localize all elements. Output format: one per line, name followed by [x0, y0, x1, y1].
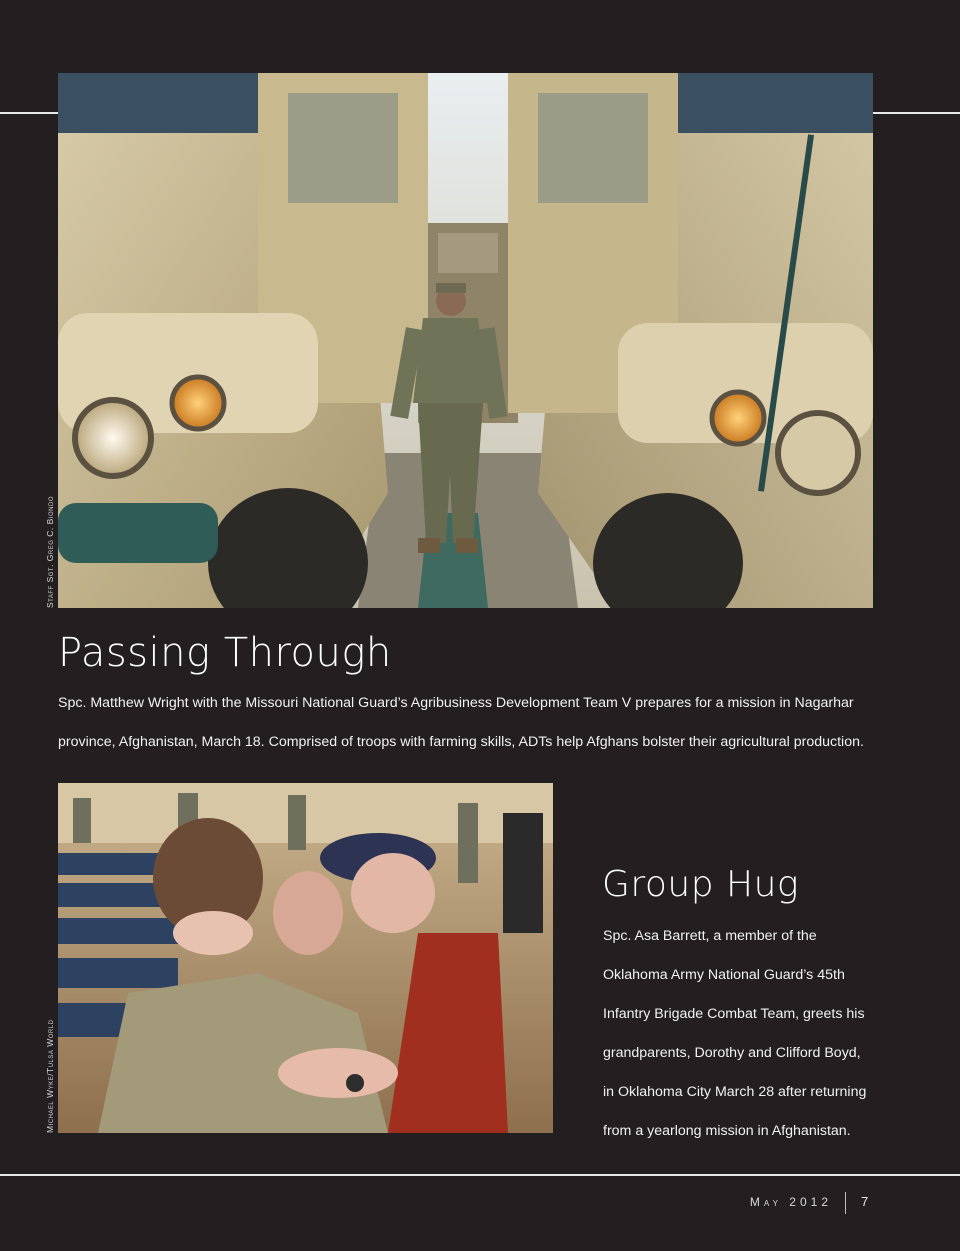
- photo-group-hug: [58, 783, 553, 1133]
- page-footer: [0, 1192, 960, 1214]
- caption-line: province, Afghanistan, March 18. Comprised of troops with farming skills, ADTs help Afghans bolster their agricultural production.: [58, 734, 864, 750]
- top-rule-left: [0, 112, 60, 114]
- footer-issue-date: May 2012: [749, 1195, 832, 1209]
- caption-line: grandparents, Dorothy and Clifford Boyd,: [603, 1045, 861, 1061]
- caption-line: Oklahoma Army National Guard’s 45th: [603, 967, 845, 983]
- top-rule-right: [872, 112, 960, 114]
- photo-credit-1: Staff Sgt. Greg C. Biondo: [45, 496, 55, 608]
- caption-passing-through: [58, 684, 888, 762]
- photo-soldier-between-vehicles: [58, 73, 873, 608]
- bottom-rule: [0, 1174, 960, 1176]
- caption-line: from a yearlong mission in Afghanistan.: [603, 1123, 851, 1139]
- photo-credit-2: Michael Wyke/Tulsa World: [45, 1019, 55, 1133]
- footer-divider: [845, 1192, 846, 1214]
- caption-line: Infantry Brigade Combat Team, greets his: [603, 1006, 865, 1022]
- headline-passing-through: Passing Through: [58, 630, 392, 676]
- caption-line: in Oklahoma City March 28 after returning: [603, 1084, 867, 1100]
- caption-group-hug: [603, 917, 893, 1151]
- caption-line: Spc. Matthew Wright with the Missouri National Guard’s Agribusiness Development Team V prepares for a mission in Nagarhar: [58, 695, 854, 711]
- caption-line: Spc. Asa Barrett, a member of the: [603, 928, 817, 944]
- headline-group-hug: Group Hug: [602, 864, 800, 905]
- page-number: 7: [861, 1194, 869, 1209]
